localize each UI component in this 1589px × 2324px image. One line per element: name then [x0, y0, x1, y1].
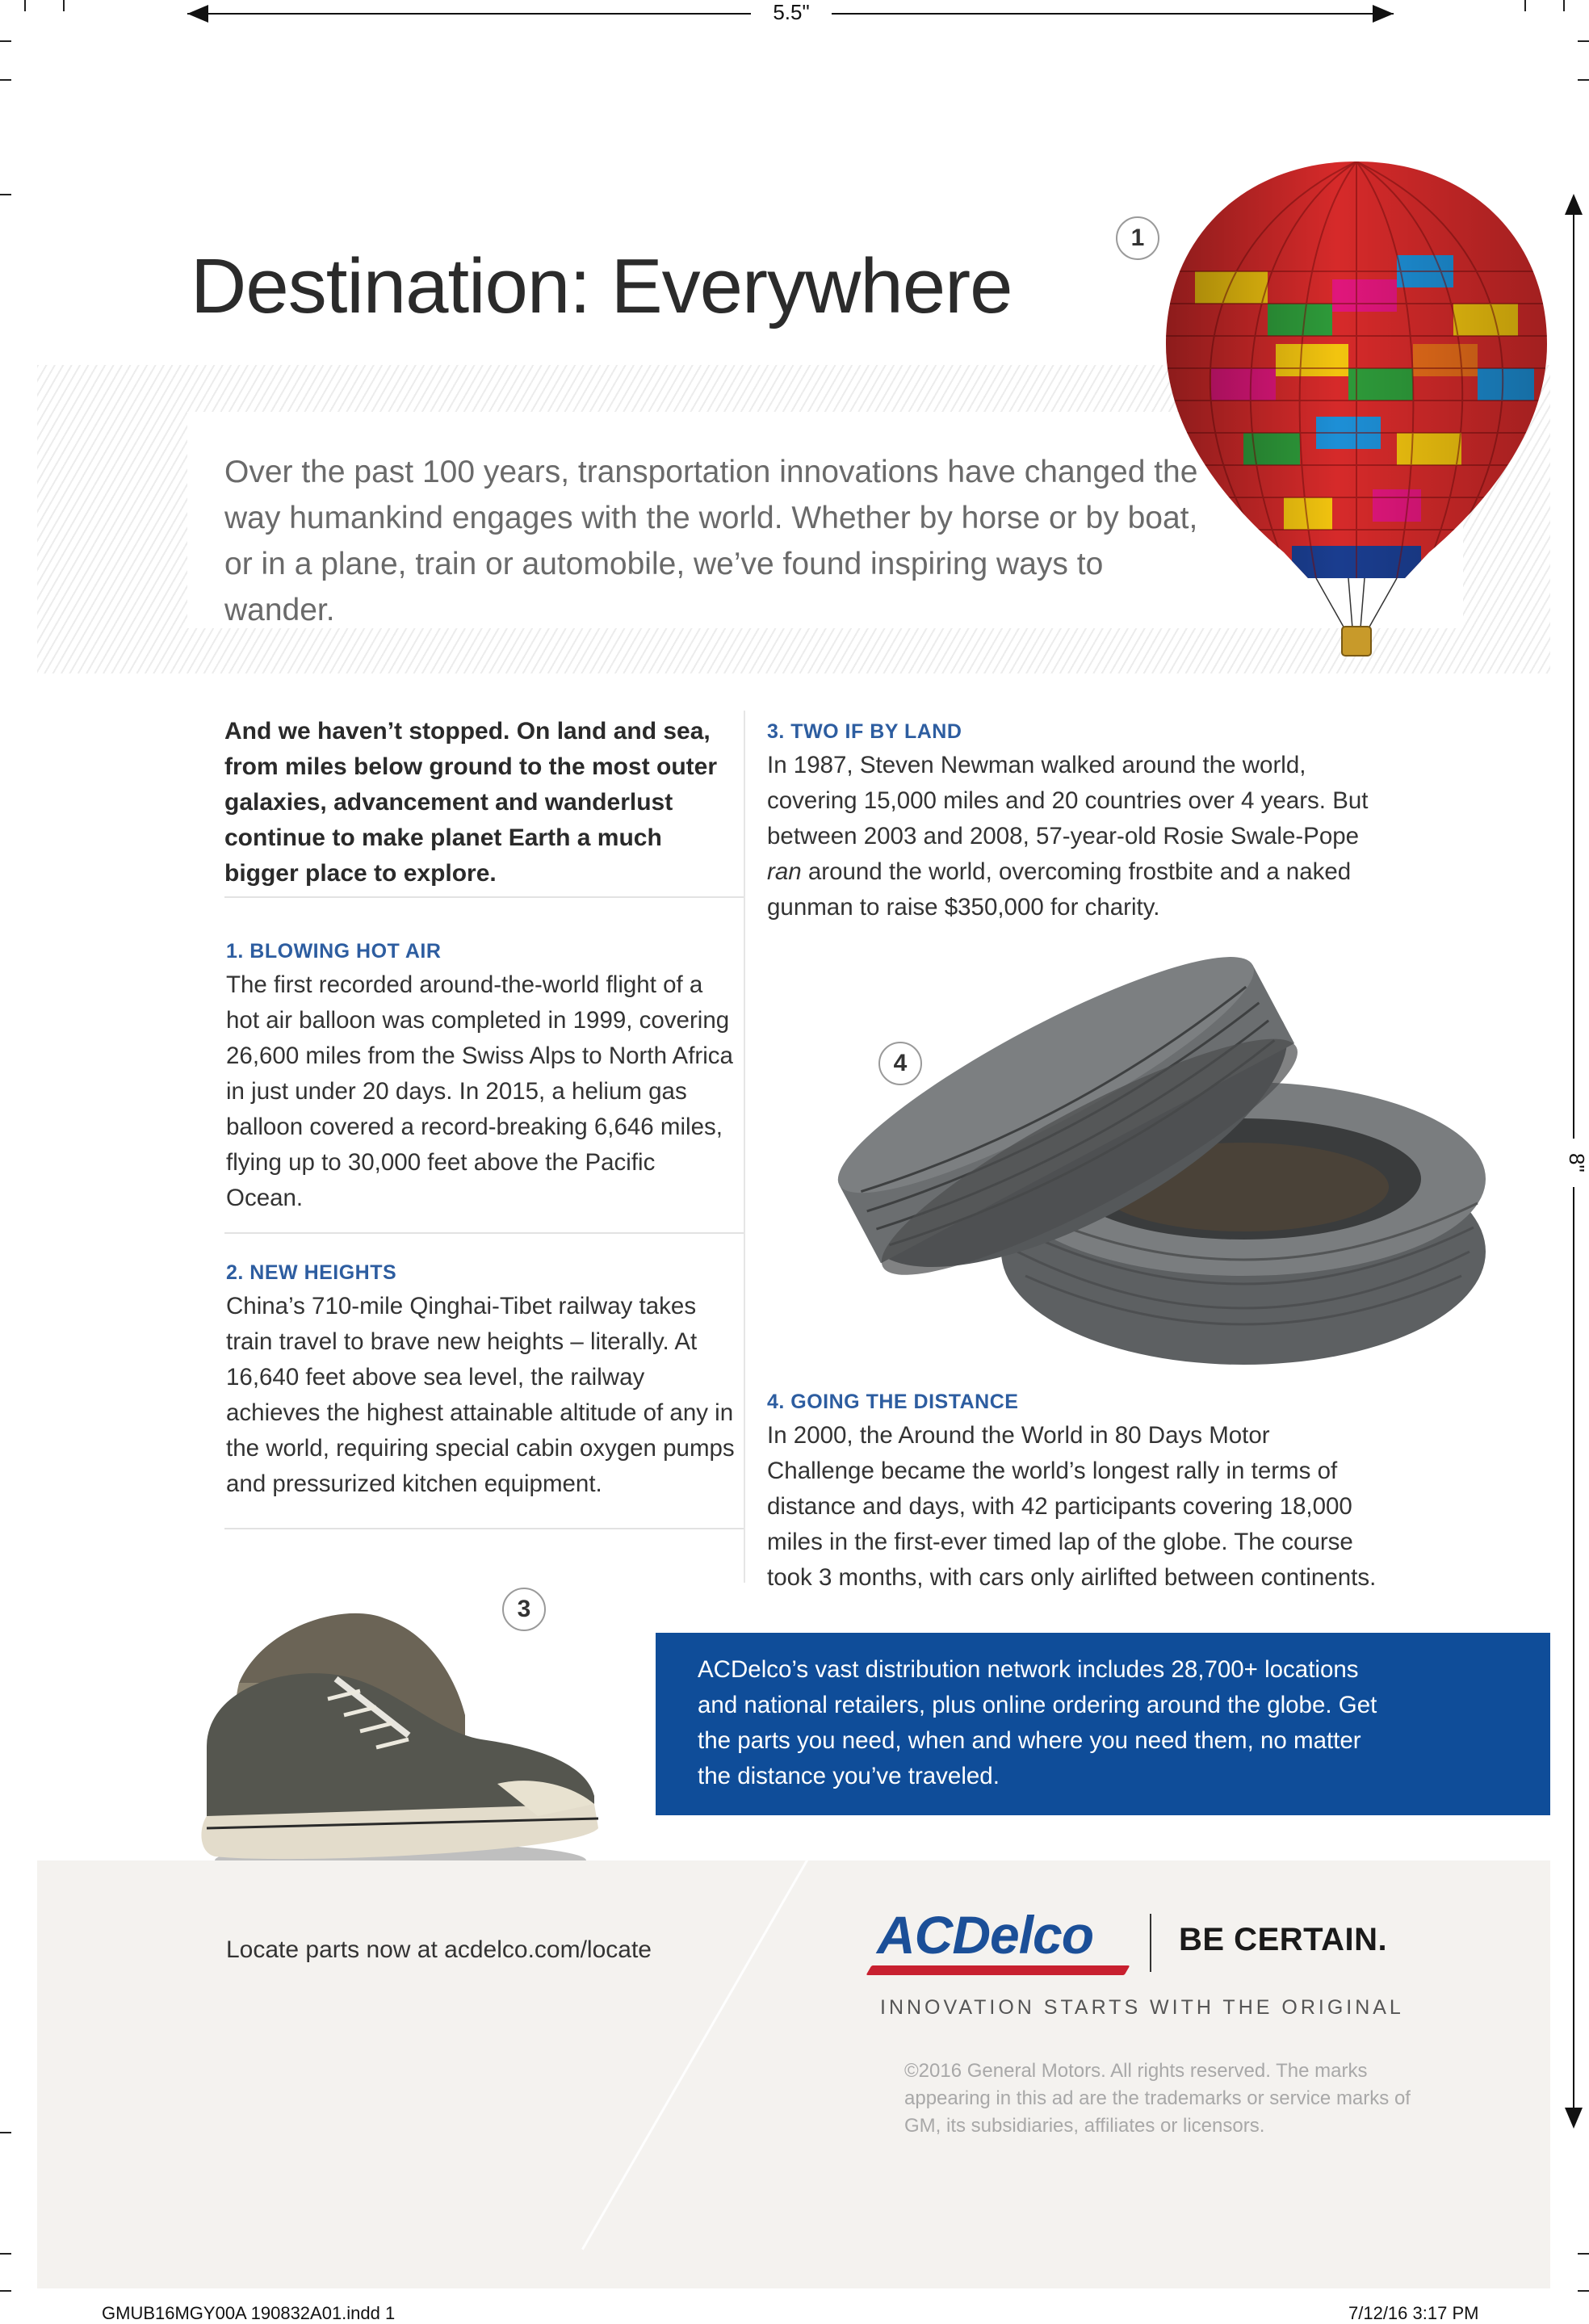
- slug-filename: GMUB16MGY00A 190832A01.indd 1: [102, 2303, 396, 2323]
- hot-air-balloon-image: [1163, 158, 1550, 659]
- section-body-text: around the world, overcoming frostbite and a naked gunman to raise $350,000 for charity.: [767, 858, 1352, 921]
- lead-paragraph: And we haven’t stopped. On land and sea, from miles below ground to the most outer galaxies, advancement and wanderlust continue to make planet Earth a much bigger place to explore.: [224, 718, 718, 887]
- section-heading-going-the-distance: 4. GOING THE DISTANCE: [767, 1391, 1019, 1413]
- crop-mark: [1563, 0, 1565, 11]
- divider: [224, 1232, 744, 1234]
- logo-divider: [1150, 1914, 1151, 1972]
- step-marker-4: 4: [878, 1042, 922, 1085]
- distribution-callout-text: ACDelco’s vast distribution network includes 28,700+ locations and national retailers, plus online ordering around the globe. Get the parts you need, when and where you need them, no matter the distance you’ve traveled.: [698, 1656, 1377, 1789]
- arrow-left-icon: [187, 5, 208, 23]
- section-heading-two-if-by-land: 3. TWO IF BY LAND: [767, 720, 962, 743]
- slug-date: 7/12/16 3:17 PM: [1348, 2303, 1479, 2323]
- section-body-going-the-distance: In 2000, the Around the World in 80 Days Motor Challenge became the world’s longest rally in terms of distance and days, with 42 participants covering 18,000 miles in the first-ever timed lap of the globe. The course took 3 months, with cars only airlifted between continents.: [767, 1422, 1377, 1591]
- step-marker-1: 1: [1116, 216, 1159, 260]
- section-body-two-if-by-land: [767, 748, 1381, 925]
- innovation-slogan: INNOVATION STARTS WITH THE ORIGINAL: [880, 1996, 1404, 2019]
- intro-text: Over the past 100 years, transportation innovations have changed the way humankind engages with the world. Whether by horse or by boat, or in a plane, train or automobile, we’ve found inspiring ways to wander.: [224, 455, 1198, 627]
- height-dimension-label: 8": [1560, 1139, 1589, 1187]
- section-body-text: In 1987, Steven Newman walked around the world, covering 15,000 miles and 20 countries over 4 years. But between 2003 and 2008, 57-year-old Rosie Swale-Pope: [767, 752, 1369, 849]
- column-divider: [744, 711, 745, 1583]
- section-body-new-heights: China’s 710-mile Qinghai-Tibet railway takes train travel to brave new heights – literally. At 16,640 feet above sea level, the railway achieves the highest attainable altitude of any in the world, requiring special cabin oxygen pumps and pressurized kitchen equipment.: [226, 1293, 735, 1497]
- section-body-blowing-hot-air: The first recorded around-the-world flight of a hot air balloon was completed in 1999, covering 26,600 miles from the Swiss Alps to North Africa in just under 20 days. In 2015, a helium gas balloon covered a record-breaking 6,646 miles, flying up to 30,000 feet above the Pacific Ocean.: [226, 971, 733, 1211]
- legal-notice: ©2016 General Motors. All rights reserved. The marks appearing in this ad are the trademarks or service marks of GM, its subsidiaries, affiliates or licensors.: [904, 2060, 1411, 2137]
- width-dimension-label: 5.5": [751, 0, 832, 25]
- section-heading-new-heights: 2. NEW HEIGHTS: [226, 1261, 397, 1284]
- step-marker-3: 3: [502, 1588, 546, 1631]
- sneakers-image: [191, 1586, 643, 1885]
- section-heading-blowing-hot-air: 1. BLOWING HOT AIR: [226, 940, 442, 963]
- crop-mark: [1578, 79, 1589, 81]
- acdelco-logo: ACDelco: [877, 1905, 1094, 1965]
- crop-mark: [1578, 40, 1589, 42]
- arrow-up-icon: [1565, 194, 1583, 215]
- crop-mark: [0, 194, 11, 195]
- crop-mark: [1578, 2290, 1589, 2292]
- crop-mark: [0, 79, 11, 81]
- tagline: BE CERTAIN.: [1179, 1922, 1388, 1957]
- emphasis-ran: ran: [767, 858, 802, 885]
- crop-mark: [1578, 2253, 1589, 2255]
- crop-mark: [24, 0, 26, 11]
- page-title: Destination: Everywhere: [191, 243, 1013, 329]
- crop-mark: [0, 2290, 11, 2292]
- tires-image: [824, 937, 1494, 1373]
- divider: [224, 896, 744, 898]
- logo-swoosh: [866, 1965, 1130, 1975]
- arrow-down-icon: [1565, 2108, 1583, 2129]
- crop-mark: [0, 40, 11, 42]
- crop-mark: [63, 0, 65, 11]
- crop-mark: [0, 2132, 11, 2133]
- locate-parts-link[interactable]: Locate parts now at acdelco.com/locate: [226, 1936, 652, 1963]
- crop-mark: [0, 2253, 11, 2255]
- arrow-right-icon: [1373, 5, 1394, 23]
- divider: [224, 1528, 744, 1529]
- crop-mark: [1524, 0, 1526, 11]
